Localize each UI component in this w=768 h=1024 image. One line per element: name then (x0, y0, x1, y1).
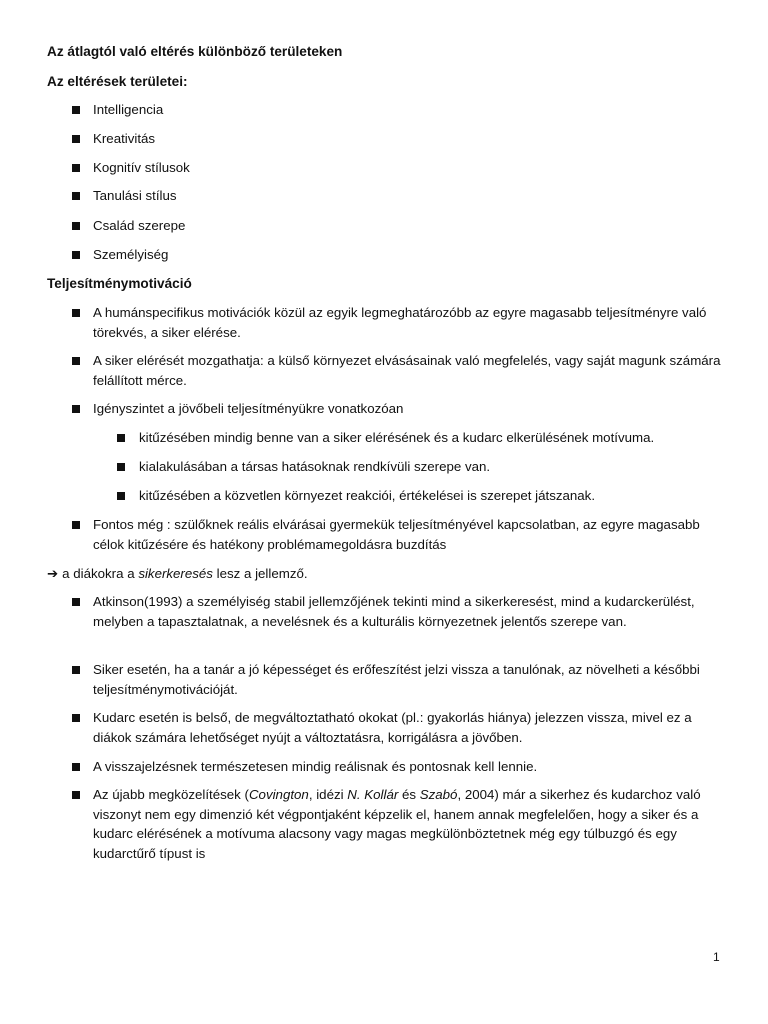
bullet-icon (72, 106, 80, 114)
arrow-right-icon: ➔ (47, 566, 59, 581)
page-number: 1 (713, 950, 720, 964)
bullet-icon (72, 521, 80, 529)
sub-list-item: kialakulásában a társas hatásoknak rendkívüli szerepe van. (139, 459, 491, 474)
list-item: A visszajelzésnek természetesen mindig reálisnak és pontosnak kell lennie. (93, 759, 538, 774)
bullet-icon (72, 309, 80, 317)
list-item: Fontos még : szülőknek reális elvárásai gyermekük teljesítményével kapcsolatban, az egyre magasabb célok kitűzésére és hatékony problémamegoldásra buzdítás (93, 517, 700, 552)
list-item: Család szerepe (93, 218, 186, 233)
bullet-icon (72, 222, 80, 230)
motivation-heading: Teljesítménymotiváció (47, 276, 192, 291)
bullet-icon (72, 598, 80, 606)
bullet-icon (72, 135, 80, 143)
bullet-icon (117, 463, 125, 471)
sub-list-item: kitűzésében a közvetlen környezet reakciói, értékelései is szerepet játszanak. (139, 488, 596, 503)
bullet-icon (72, 666, 80, 674)
bullet-icon (72, 791, 80, 799)
list-item: A siker elérését mozgathatja: a külső környezet elvásásainak való megfelelés, vagy saját magunk számára felállított mérce. (93, 353, 721, 388)
bullet-icon (72, 164, 80, 172)
list-item: Siker esetén, ha a tanár a jó képességet és erőfeszítést jelzi vissza a tanulónak, az növelheti a későbbi teljesítménymotivációját. (93, 662, 700, 697)
document-title: Az átlagtól való eltérés különböző területeken (47, 44, 343, 59)
bullet-icon (72, 357, 80, 365)
list-item: Kudarc esetén is belső, de megváltoztatható okokat (pl.: gyakorlás hiánya) jelezzen vissza, mivel ez a diákok számára lehetőséget nyújt a változtatásra, korrigálásra a jövőben. (93, 710, 692, 745)
list-item: Kreativitás (93, 131, 156, 146)
bullet-icon (72, 192, 80, 200)
conclusion-line: ➔ a diákokra a sikerkeresés lesz a jellemző. (47, 566, 308, 581)
list-item: Személyiség (93, 247, 169, 262)
list-item: Az újabb megközelítések (Covington, idézi N. Kollár és Szabó, 2004) már a sikerhez és kudarchoz való viszonyt nem egy dimenzió két végpontjaként képzelik el, hanem annak megfelelően, hogy a siker és a kudarc elérésének a motívuma alacsony vagy magas megkülönböztetnek még egy túlbuzgó és egy kudarctűrő típust is (93, 787, 701, 861)
list-item: Atkinson(1993) a személyiség stabil jellemzőjének tekinti mind a sikerkeresést, mind a kudarckerülést, melyben a tapasztalatnak, a nevelésnek és a kulturális környezetnek jelentős szerepe van. (93, 594, 695, 629)
bullet-icon (72, 251, 80, 259)
bullet-icon (72, 763, 80, 771)
list-item: Tanulási stílus (93, 188, 177, 203)
areas-heading: Az eltérések területei: (47, 74, 188, 89)
bullet-icon (117, 434, 125, 442)
list-item: Intelligencia (93, 102, 164, 117)
sub-list-item: kitűzésében mindig benne van a siker elérésének és a kudarc elkerülésének motívuma. (139, 430, 655, 445)
list-item: Igényszintet a jövőbeli teljesítményükre vonatkozóan (93, 401, 404, 416)
bullet-icon (72, 714, 80, 722)
list-item: A humánspecifikus motivációk közül az egyik legmeghatározóbb az egyre magasabb teljesítményre való törekvés, a siker elérése. (93, 305, 707, 340)
list-item: Kognitív stílusok (93, 160, 190, 175)
bullet-icon (117, 492, 125, 500)
bullet-icon (72, 405, 80, 413)
